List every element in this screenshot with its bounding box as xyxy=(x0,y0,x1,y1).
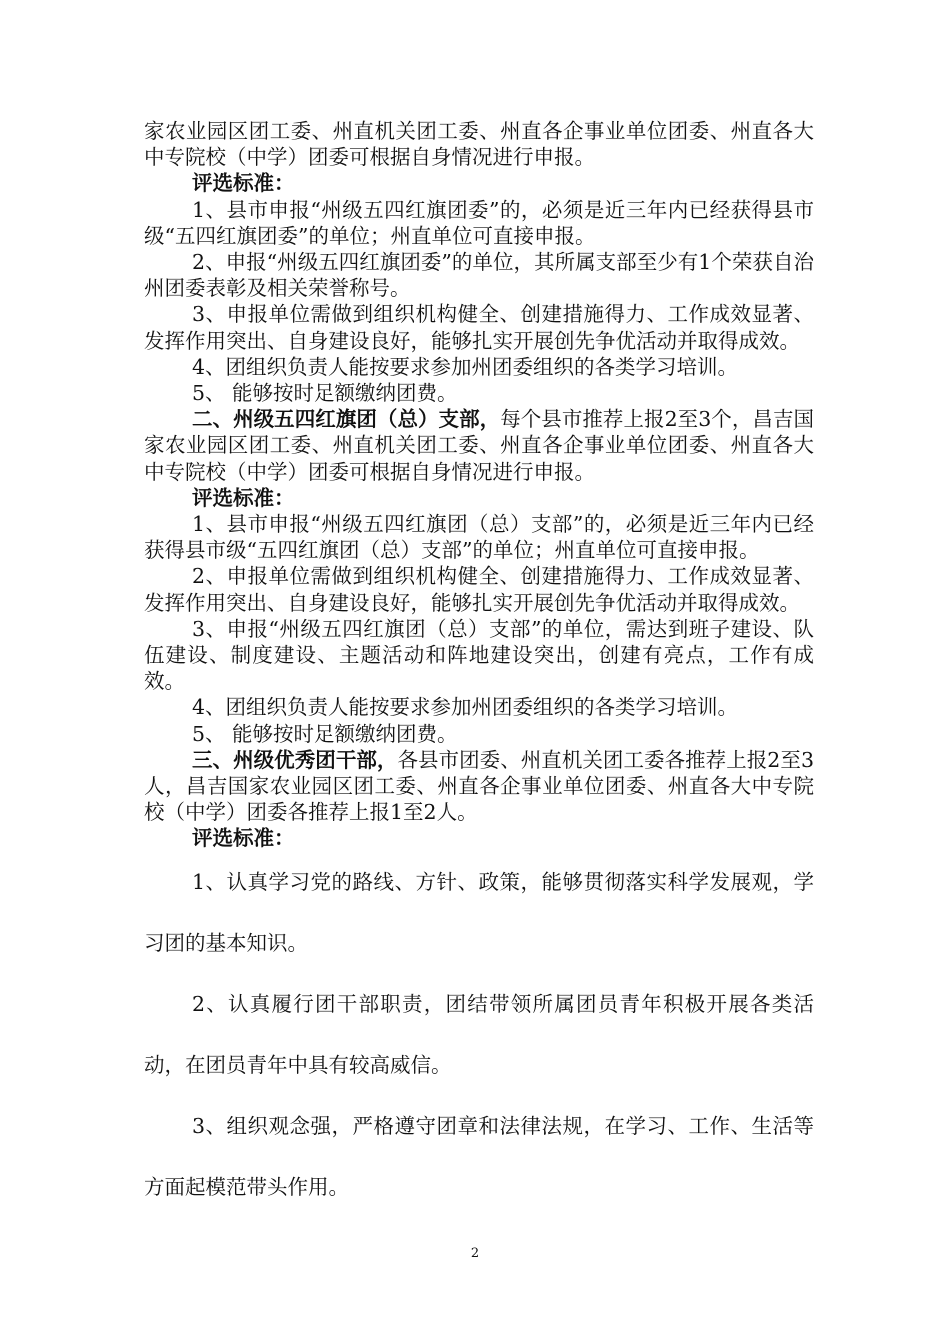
criteria-heading-3: 评选标准： xyxy=(192,826,295,851)
document-body xyxy=(144,118,814,1218)
section-2-paragraph xyxy=(144,406,814,485)
criterion-2-4: 4、团组织负责人能按要求参加州团委组织的各类学习培训。 xyxy=(192,695,739,720)
loose-spacing-block xyxy=(144,852,814,1218)
section-2-title: 二、州级五四红旗团（总）支部， xyxy=(192,407,501,432)
section-3-paragraph xyxy=(144,747,814,826)
criteria-heading-2: 评选标准： xyxy=(192,485,295,510)
criterion-2-2: 2、申报单位需做到组织机构健全、创建措施得力、工作成效显著、发挥作用突出、自身建设良好，能够扎实开展创先争优活动并取得成效。 xyxy=(144,564,814,615)
criterion-2-5: 5、 能够按时足额缴纳团费。 xyxy=(192,721,458,746)
criterion-1-5: 5、 能够按时足额缴纳团费。 xyxy=(192,381,458,406)
criterion-1-4: 4、团组织负责人能按要求参加州团委组织的各类学习培训。 xyxy=(192,354,739,379)
criterion-1-1: 1、县市申报“州级五四红旗团委”的，必须是近三年内已经获得县市级“五四红旗团委”的单位；州直单位可直接申报。 xyxy=(144,197,814,248)
paragraph-continuation: 家农业园区团工委、州直机关团工委、州直各企事业单位团委、州直各大中专院校（中学）团委可根据自身情况进行申报。 xyxy=(144,119,814,170)
criterion-2-3: 3、申报“州级五四红旗团（总）支部”的单位，需达到班子建设、队伍建设、制度建设、主题活动和阵地建设突出，创建有亮点，工作有成效。 xyxy=(144,616,814,694)
criterion-3-3: 3、组织观念强，严格遵守团章和法律法规，在学习、工作、生活等方面起模范带头作用。 xyxy=(144,1113,814,1199)
criterion-2-1: 1、县市申报“州级五四红旗团（总）支部”的，必须是近三年内已经获得县市级“五四红旗团（总）支部”的单位；州直单位可直接申报。 xyxy=(144,512,814,563)
page-number: 2 xyxy=(470,1246,480,1261)
criterion-3-2: 2、认真履行团干部职责，团结带领所属团员青年积极开展各类活动，在团员青年中具有较高威信。 xyxy=(144,991,814,1077)
section-2-text: 每个县市推荐上报2至3个，昌吉国家农业园区团工委、州直机关团工委、州直各企事业单位团委、州直各大中专院校（中学）团委可根据自身情况进行申报。 xyxy=(144,407,814,484)
criterion-1-3: 3、申报单位需做到组织机构健全、创建措施得力、工作成效显著、发挥作用突出、自身建设良好，能够扎实开展创先争优活动并取得成效。 xyxy=(144,302,814,353)
section-3-text: 各县市团委、州直机关团工委各推荐上报2至3人，昌吉国家农业园区团工委、州直各企事业单位团委、州直各大中专院校（中学）团委各推荐上报1至2人。 xyxy=(144,747,814,825)
criterion-1-2: 2、申报“州级五四红旗团委”的单位，其所属支部至少有1个荣获自治州团委表彰及相关荣誉称号。 xyxy=(144,250,814,301)
criteria-heading-1: 评选标准： xyxy=(192,171,295,196)
section-3-title: 三、州级优秀团干部， xyxy=(192,747,398,772)
criterion-3-1: 1、认真学习党的路线、方针、政策，能够贯彻落实科学发展观，学习团的基本知识。 xyxy=(144,869,814,955)
